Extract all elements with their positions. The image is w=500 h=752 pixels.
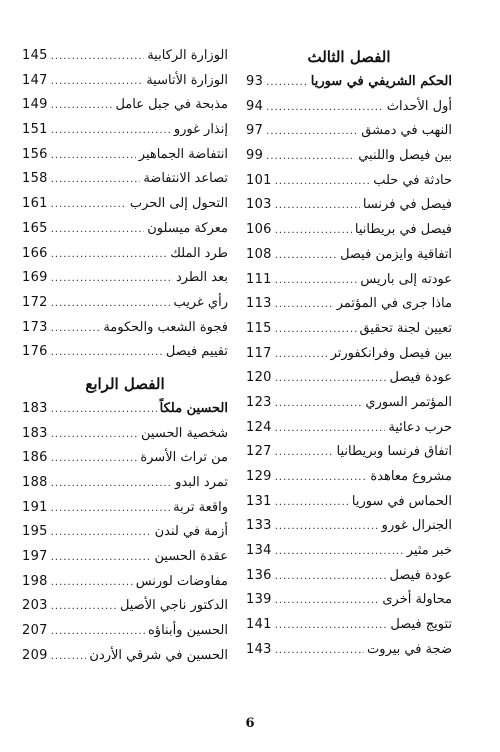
page-number: 6 bbox=[245, 716, 255, 731]
dot-leader bbox=[51, 292, 171, 317]
entry-title: مشروع معاهدة bbox=[370, 469, 452, 484]
toc-entry bbox=[22, 69, 228, 94]
dot-leader bbox=[266, 96, 384, 121]
dot-leader bbox=[275, 194, 360, 219]
entry-page-number: 108 bbox=[246, 246, 272, 262]
toc-entry bbox=[22, 316, 228, 341]
entry-title: حرب دعائية bbox=[388, 419, 452, 435]
toc-entry bbox=[22, 570, 228, 595]
entry-page-number: 123 bbox=[246, 394, 272, 410]
entry-page-number: 173 bbox=[22, 319, 48, 335]
dot-leader bbox=[275, 417, 386, 442]
entry-page-number: 169 bbox=[22, 270, 48, 286]
dot-leader bbox=[51, 341, 163, 366]
entry-page-number: 197 bbox=[22, 549, 48, 565]
entry-title: النهب في دمشق bbox=[361, 123, 452, 139]
entry-title: الحسين ملكاً bbox=[159, 400, 228, 416]
entry-title: أول الأحداث bbox=[386, 98, 452, 114]
toc-entry bbox=[22, 118, 228, 143]
toc-entry bbox=[246, 588, 452, 613]
dot-leader bbox=[275, 441, 334, 466]
toc-entry bbox=[246, 366, 452, 391]
dot-leader bbox=[275, 244, 337, 269]
toc-entry bbox=[246, 144, 452, 169]
entry-page-number: 166 bbox=[22, 245, 48, 261]
entry-title: تصاعد الانتفاضة bbox=[143, 171, 228, 187]
entry-title: اتفاق فرنسا وبريطانيا bbox=[336, 444, 452, 460]
entry-title: الوزارة الركابية bbox=[147, 48, 228, 63]
toc-entry bbox=[246, 391, 452, 416]
entry-page-number: 139 bbox=[246, 592, 272, 608]
dot-leader bbox=[51, 144, 136, 169]
entry-page-number: 191 bbox=[22, 499, 48, 515]
dot-leader bbox=[275, 614, 388, 639]
toc-entry bbox=[246, 317, 452, 342]
toc-entry bbox=[22, 422, 228, 447]
entry-page-number: 186 bbox=[22, 450, 48, 466]
entry-title: رأي غريب bbox=[173, 294, 228, 310]
entry-page-number: 106 bbox=[246, 222, 272, 238]
toc-column-right bbox=[246, 44, 452, 663]
entry-page-number: 183 bbox=[22, 400, 48, 416]
toc-entry bbox=[22, 446, 228, 471]
entry-page-number: 93 bbox=[246, 74, 264, 89]
dot-leader bbox=[51, 119, 171, 144]
entry-page-number: 141 bbox=[246, 617, 272, 633]
toc-entry bbox=[246, 268, 452, 293]
dot-leader bbox=[275, 515, 379, 540]
entry-title: المؤتمر السوري bbox=[365, 394, 452, 410]
entry-title: مذبحة في جبل عامل bbox=[115, 97, 228, 113]
toc-entry bbox=[246, 342, 452, 367]
entry-title: بين فيصل واللنبي bbox=[358, 148, 452, 164]
entry-page-number: 115 bbox=[246, 320, 272, 336]
entry-title: معركة ميسلون bbox=[147, 220, 228, 236]
entry-page-number: 145 bbox=[22, 48, 48, 63]
dot-leader bbox=[51, 317, 101, 342]
dot-leader bbox=[275, 293, 334, 318]
dot-leader bbox=[51, 398, 157, 423]
dot-leader bbox=[51, 546, 152, 571]
entry-page-number: 117 bbox=[246, 345, 272, 361]
entry-title: عودته إلى باريس bbox=[360, 271, 452, 287]
toc-entry bbox=[246, 539, 452, 564]
entry-page-number: 156 bbox=[22, 146, 48, 162]
entry-page-number: 207 bbox=[22, 623, 48, 639]
toc-entry bbox=[246, 218, 452, 243]
dot-leader bbox=[51, 595, 117, 620]
toc-entry bbox=[246, 169, 452, 194]
entry-page-number: 127 bbox=[246, 444, 272, 460]
entry-title: ضجة في بيروت bbox=[367, 641, 452, 657]
entry-page-number: 134 bbox=[246, 543, 272, 559]
entry-title: حادثة في حلب bbox=[373, 172, 452, 188]
entry-page-number: 183 bbox=[22, 425, 48, 441]
toc-entry bbox=[22, 594, 228, 619]
entry-page-number: 198 bbox=[22, 573, 48, 589]
entry-title: واقعة تربة bbox=[173, 499, 228, 515]
toc-entry bbox=[246, 440, 452, 465]
entry-title: إنذار غورو bbox=[173, 122, 228, 138]
entry-title: مفاوضات لورنس bbox=[135, 573, 228, 589]
entry-page-number: 124 bbox=[246, 419, 272, 435]
entry-page-number: 133 bbox=[246, 518, 272, 534]
toc-entry bbox=[22, 291, 228, 316]
dot-leader bbox=[51, 571, 133, 596]
entry-title: فيصل في فرنسا bbox=[362, 197, 452, 213]
toc-entry bbox=[22, 266, 228, 291]
dot-leader bbox=[51, 497, 170, 522]
toc-entry bbox=[22, 242, 228, 267]
dot-leader bbox=[51, 70, 143, 95]
dot-leader bbox=[51, 521, 152, 546]
toc-entry bbox=[22, 619, 228, 644]
entry-title: تمرد البدو bbox=[175, 475, 228, 490]
toc-entry bbox=[246, 243, 452, 268]
entry-page-number: 129 bbox=[246, 469, 272, 484]
toc-entry bbox=[22, 167, 228, 192]
dot-leader bbox=[275, 269, 358, 294]
entry-title: بين فيصل وفرانكفورتر bbox=[330, 345, 452, 361]
entry-title: فيصل في بريطانيا bbox=[354, 222, 452, 238]
toc-entry bbox=[22, 644, 228, 669]
dot-leader bbox=[275, 219, 352, 244]
entry-title: الحكم الشريفي في سوريا bbox=[310, 74, 452, 89]
dot-leader bbox=[275, 343, 328, 368]
entry-page-number: 120 bbox=[246, 370, 272, 386]
dot-leader bbox=[266, 120, 358, 145]
chapter-heading: الفصل الرابع bbox=[85, 374, 165, 393]
entry-title: الوزارة الأتاسية bbox=[146, 72, 228, 88]
dot-leader bbox=[51, 423, 138, 448]
entry-page-number: 165 bbox=[22, 220, 48, 236]
entry-page-number: 151 bbox=[22, 122, 48, 138]
toc-entry bbox=[22, 397, 228, 422]
toc-entry bbox=[246, 514, 452, 539]
dot-leader bbox=[266, 71, 308, 96]
chapter-heading: الفصل الثالث bbox=[307, 48, 391, 66]
dot-leader bbox=[51, 472, 172, 497]
dot-leader bbox=[275, 491, 349, 516]
entry-title: عقدة الحسين bbox=[154, 549, 228, 565]
dot-leader bbox=[51, 267, 173, 292]
entry-page-number: 176 bbox=[22, 344, 48, 360]
toc-entry bbox=[246, 70, 452, 95]
dot-leader bbox=[51, 620, 145, 645]
entry-title: عودة فيصل bbox=[389, 370, 452, 386]
dot-leader bbox=[51, 218, 145, 243]
dot-leader bbox=[51, 168, 141, 193]
toc-entry bbox=[246, 638, 452, 663]
toc-entry bbox=[246, 119, 452, 144]
entry-title: أزمة في لندن bbox=[154, 524, 228, 540]
entry-title: تعيين لجنة تحقيق bbox=[359, 320, 452, 336]
dot-leader bbox=[275, 318, 357, 343]
dot-leader bbox=[51, 645, 87, 670]
entry-title: التحول إلى الحرب bbox=[129, 196, 228, 212]
dot-leader bbox=[275, 466, 368, 491]
toc-entry bbox=[246, 193, 452, 218]
entry-title: تقييم فيصل bbox=[165, 344, 228, 360]
toc-entry bbox=[22, 545, 228, 570]
toc-entry bbox=[246, 490, 452, 515]
dot-leader bbox=[275, 392, 363, 417]
entry-page-number: 111 bbox=[246, 271, 272, 287]
dot-leader bbox=[275, 565, 387, 590]
entry-title: انتفاضة الجماهير bbox=[138, 146, 228, 162]
entry-title: شخصية الحسين bbox=[141, 425, 228, 441]
entry-title: بعد الطرد bbox=[175, 270, 228, 286]
entry-page-number: 103 bbox=[246, 197, 272, 213]
entry-page-number: 101 bbox=[246, 172, 272, 188]
dot-leader bbox=[51, 94, 113, 119]
toc-entry bbox=[22, 471, 228, 496]
entry-page-number: 131 bbox=[246, 493, 272, 509]
dot-leader bbox=[275, 170, 370, 195]
toc-entry bbox=[246, 292, 452, 317]
entry-title: تتويج فيصل bbox=[390, 617, 452, 633]
entry-page-number: 143 bbox=[246, 641, 272, 657]
entry-title: عودة فيصل bbox=[389, 567, 452, 583]
entry-title: اتفاقية وايزمن فيصل bbox=[340, 246, 452, 262]
entry-title: الحسين وأبناؤه bbox=[148, 623, 228, 639]
entry-page-number: 161 bbox=[22, 196, 48, 212]
entry-page-number: 209 bbox=[22, 647, 48, 663]
entry-title: ماذا جرى في المؤتمر bbox=[336, 296, 452, 312]
entry-page-number: 158 bbox=[22, 171, 48, 187]
toc-entry bbox=[22, 340, 228, 365]
entry-page-number: 94 bbox=[246, 98, 264, 114]
dot-leader bbox=[51, 447, 138, 472]
entry-title: الحسين في شرقي الأردن bbox=[89, 647, 228, 663]
toc-entry bbox=[22, 496, 228, 521]
entry-title: الجنرال غورو bbox=[381, 518, 452, 534]
entry-page-number: 188 bbox=[22, 475, 48, 490]
entry-page-number: 195 bbox=[22, 524, 48, 540]
toc-entry bbox=[246, 564, 452, 589]
entry-page-number: 136 bbox=[246, 567, 272, 583]
toc-entry bbox=[246, 613, 452, 638]
entry-page-number: 99 bbox=[246, 148, 264, 164]
entry-page-number: 113 bbox=[246, 296, 272, 312]
entry-title: فجوة الشعب والحكومة bbox=[103, 319, 228, 335]
dot-leader bbox=[275, 639, 364, 664]
entry-page-number: 172 bbox=[22, 294, 48, 310]
entry-title: محاولة أخرى bbox=[382, 592, 452, 608]
toc-column-left bbox=[22, 44, 228, 669]
entry-title: من تراث الأسرة bbox=[140, 450, 228, 466]
toc-entry bbox=[22, 44, 228, 69]
dot-leader bbox=[266, 145, 355, 170]
dot-leader bbox=[51, 243, 167, 268]
entry-page-number: 149 bbox=[22, 97, 48, 113]
dot-leader bbox=[51, 193, 127, 218]
entry-page-number: 147 bbox=[22, 72, 48, 88]
toc-entry bbox=[22, 192, 228, 217]
dot-leader bbox=[51, 45, 144, 70]
toc-entry bbox=[22, 93, 228, 118]
entry-page-number: 203 bbox=[22, 598, 48, 614]
toc-entry bbox=[22, 520, 228, 545]
entry-title: طرد الملك bbox=[170, 245, 228, 261]
toc-entry bbox=[246, 416, 452, 441]
dot-leader bbox=[275, 589, 380, 614]
dot-leader bbox=[275, 540, 404, 565]
entry-title: الدكتور ناجي الأصيل bbox=[119, 598, 228, 614]
entry-title: الحماس في سوريا bbox=[351, 493, 452, 509]
entry-title: خبر مثير bbox=[406, 543, 452, 559]
dot-leader bbox=[275, 367, 387, 392]
toc-entry bbox=[246, 95, 452, 120]
toc-entry bbox=[22, 143, 228, 168]
toc-entry bbox=[246, 465, 452, 490]
toc-entry bbox=[22, 217, 228, 242]
entry-page-number: 97 bbox=[246, 123, 264, 139]
